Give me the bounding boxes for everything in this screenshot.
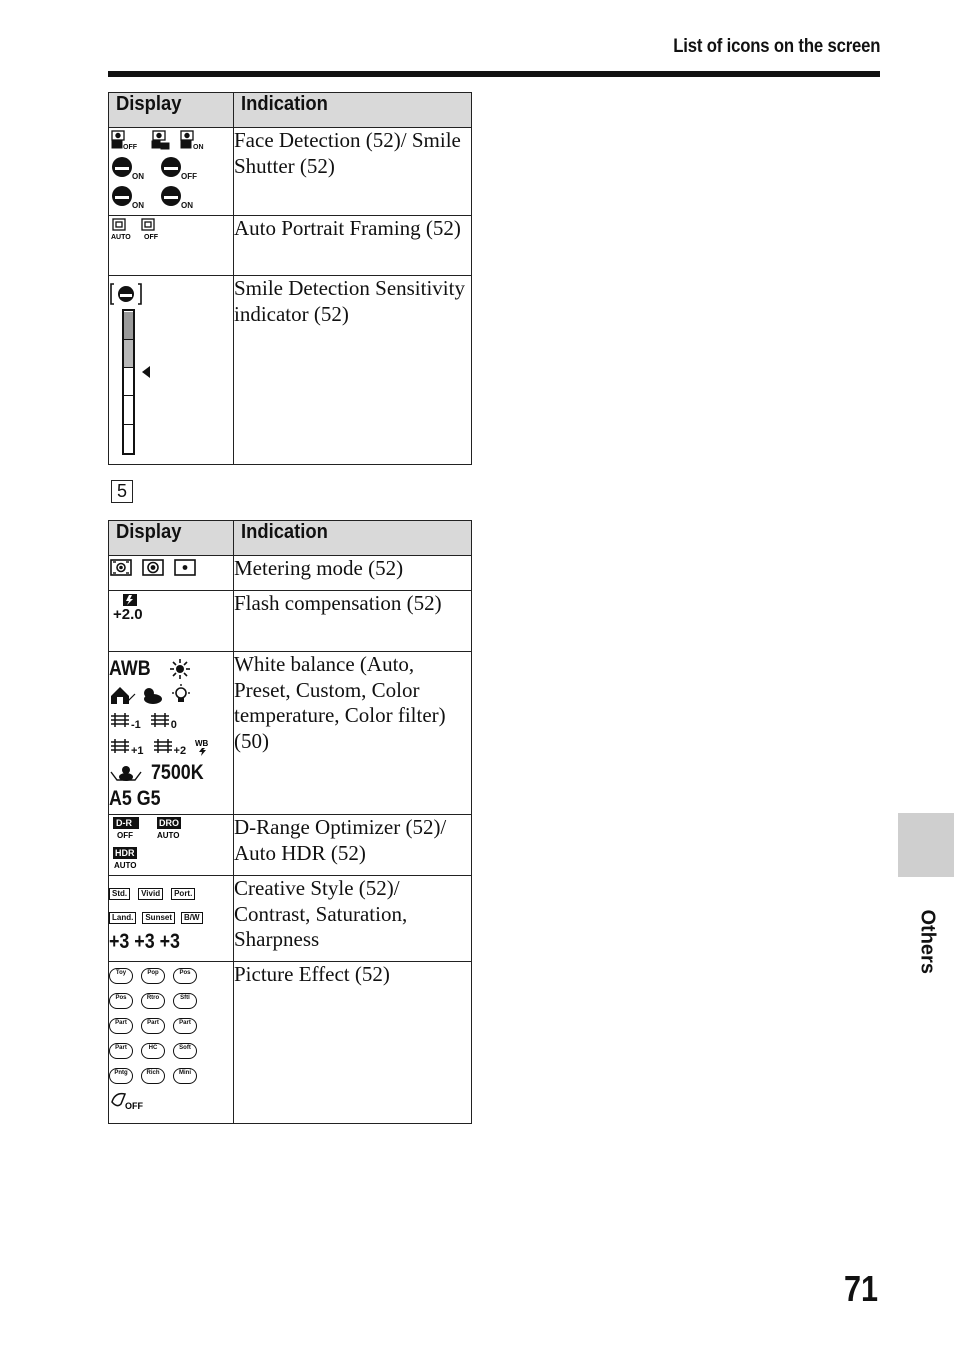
- picture-effect-off-icon: [109, 1088, 149, 1110]
- svg-text:OFF: OFF: [125, 1101, 143, 1110]
- white-balance-icons: AWB -1 0 +1 +2 WB 7500K A5 G5: [109, 652, 234, 815]
- color-temp-icon: [109, 762, 143, 784]
- svg-text:OFF: OFF: [181, 172, 197, 181]
- color-filter-value: A5 G5: [109, 787, 161, 810]
- indication-auto-portrait: Auto Portrait Framing (52): [234, 216, 472, 276]
- column-header-indication: Indication: [234, 93, 472, 128]
- svg-text:OFF: OFF: [144, 234, 158, 241]
- indication-creative-style: Creative Style (52)/ Contrast, Saturation, Sharpness: [234, 876, 472, 962]
- picture-effect-icons: Toy Pop Pos Pos Rtro Sftl Part Part Part Part HC Soft Pntg Rich Mini OFF: [109, 962, 234, 1124]
- custom-wb-icon: [194, 738, 212, 756]
- awb-label: AWB: [109, 657, 151, 680]
- indication-face-detection: Face Detection (52)/ Smile Shutter (52): [234, 128, 472, 216]
- running-header-title: List of icons on the screen: [672, 36, 880, 57]
- side-tab-label: Others: [916, 909, 939, 974]
- face-detection-icons: [109, 128, 234, 216]
- column-header-display: Display: [109, 93, 234, 128]
- svg-text:AUTO: AUTO: [157, 831, 180, 840]
- svg-text:ON: ON: [193, 144, 204, 151]
- flash-comp-value: +2.0: [113, 606, 143, 623]
- svg-text:DRO: DRO: [159, 818, 179, 828]
- indication-metering-mode: Metering mode (52): [234, 556, 472, 591]
- contrast-saturation-sharpness-values: +3 +3 +3: [109, 930, 180, 953]
- column-header-display: Display: [109, 521, 234, 556]
- auto-portrait-framing-icons: [109, 216, 234, 276]
- icon-table-1: [108, 92, 472, 465]
- svg-text:OFF: OFF: [117, 831, 133, 840]
- smile-sensitivity-indicator: [109, 276, 234, 465]
- header-rule: [108, 71, 880, 77]
- indication-white-balance: White balance (Auto, Preset, Custom, Color temperature, Color filter) (50): [234, 652, 472, 815]
- svg-text:OFF: OFF: [123, 144, 137, 151]
- side-tab: [898, 813, 954, 877]
- icon-table-2: [108, 520, 472, 1124]
- indication-flash-compensation: Flash compensation (52): [234, 591, 472, 652]
- svg-text:WB: WB: [195, 739, 209, 748]
- shade-cloudy-incandescent-icons: [109, 684, 205, 706]
- flash-compensation-icon: [109, 591, 234, 652]
- svg-text:D-R: D-R: [116, 818, 132, 828]
- svg-text:HDR: HDR: [115, 848, 135, 858]
- svg-text:ON: ON: [132, 201, 144, 210]
- section-marker: 5: [111, 480, 133, 503]
- svg-text:AUTO: AUTO: [111, 234, 131, 241]
- svg-text:ON: ON: [132, 172, 144, 181]
- svg-text:AUTO: AUTO: [114, 861, 137, 869]
- sun-icon: [170, 659, 190, 679]
- svg-text:ON: ON: [181, 201, 193, 210]
- metering-mode-icons: [109, 556, 234, 591]
- d-range-optimizer-icons: [109, 815, 234, 876]
- creative-style-icons: Std. Vivid Port. Land. Sunset B/W +3 +3 +3: [109, 876, 234, 962]
- column-header-indication: Indication: [234, 521, 472, 556]
- indication-d-range: D-Range Optimizer (52)/ Auto HDR (52): [234, 815, 472, 876]
- indication-smile-sensitivity: Smile Detection Sensitivity indicator (52): [234, 276, 472, 465]
- color-temp-value: 7500K: [151, 761, 204, 784]
- page-number: 71: [843, 1268, 878, 1309]
- indication-picture-effect: Picture Effect (52): [234, 962, 472, 1124]
